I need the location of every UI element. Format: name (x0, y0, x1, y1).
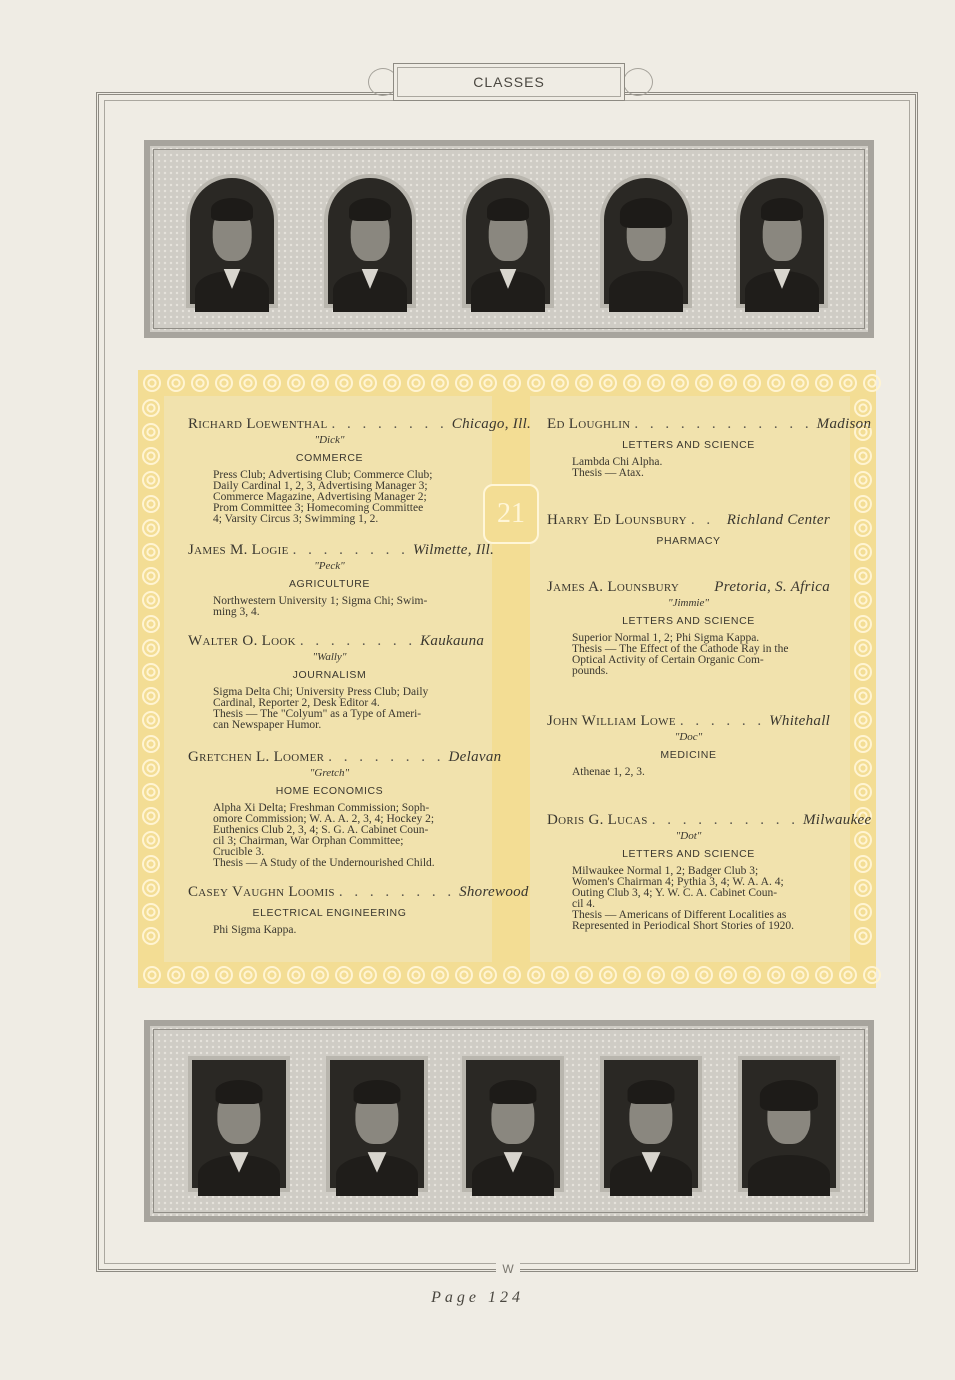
student-entry: Harry Ed Lounsbury . . Richland Center PHARMACY (547, 512, 830, 547)
portrait-photo (186, 174, 278, 308)
student-name: Casey Vaughn Loomis (188, 884, 335, 900)
department: PHARMACY (656, 535, 721, 547)
nickname: "Gretch" (309, 767, 350, 779)
photo-band-top (144, 140, 874, 338)
activities: Milwaukee Normal 1, 2; Badger Club 3; Women's Chairman 4; Pythia 3, 4; W. A. A. 4; Outing Club 3, 4; Y. W. C. A. Cabinet Coun- cil 4. Thesis — Americans of Different Localities as Represented in Periodical Short Stories of 1920. (572, 865, 794, 932)
activities: Athenae 1, 2, 3. (572, 766, 645, 778)
student-name: Harry Ed Lounsbury (547, 512, 687, 528)
department: JOURNALISM (292, 669, 367, 681)
department: COMMERCE (295, 452, 364, 464)
page-number: Page 124 (431, 1289, 524, 1306)
department: AGRICULTURE (288, 578, 371, 590)
department: LETTERS AND SCIENCE (622, 615, 755, 627)
student-entry: Ed Loughlin . . . . . . . . . . . . Madison LETTERS AND SCIENCE Lambda Chi Alpha. Thesis — Atax. (547, 416, 872, 479)
hometown: Richland Center (726, 512, 830, 528)
portrait-photo (738, 1056, 840, 1192)
portrait-photo (600, 1056, 702, 1192)
student-name: Ed Loughlin (547, 416, 631, 432)
student-name: John William Lowe (547, 713, 676, 729)
portrait-photo (324, 174, 416, 308)
student-name: James A. Lounsbury (547, 579, 680, 595)
department: LETTERS AND SCIENCE (622, 439, 755, 451)
student-entry: Doris G. Lucas . . . . . . . . . . Milwaukee "Dot" LETTERS AND SCIENCE Milwaukee Normal 1, 2; Badger Club 3; Women's Chairman 4; Pythia 3, 4; W. A. A. 4; Outing Club 3, 4; Y. W. C. A. Cabinet Coun- cil 4. Thesis — Americans of Different Localities as Represented in Periodical Short Stories of 1920. (547, 812, 872, 932)
activities: Lambda Chi Alpha. Thesis — Atax. (572, 456, 663, 479)
student-name: Gretchen L. Loomer (188, 749, 325, 765)
student-entry: John William Lowe . . . . . . Whitehall "Doc" MEDICINE Athenae 1, 2, 3. (547, 713, 831, 778)
hometown: Kaukauna (420, 633, 485, 649)
nickname: "Dot" (675, 830, 702, 842)
hometown: Delavan (448, 749, 502, 765)
class-year-emblem (483, 484, 539, 544)
student-entry: Walter O. Look . . . . . . . . Kaukauna "Wally" JOURNALISM Sigma Delta Chi; University Press Club; Daily Cardinal, Reporter 2, Desk Editor 4. Thesis — The "Colyum" as a Type of Ameri- can Newspaper Humor. (188, 633, 485, 731)
student-entry: Gretchen L. Loomer . . . . . . . . Delavan "Gretch" HOME ECONOMICS Alpha Xi Delta; Freshman Commission; Soph- omore Commission; W. A. A. 2, 3, 4; Hockey 2; Euthenics Club 2, 3, 4; S. G. A. Cabinet Coun- cil 3; Chairman, War Orphan Committee; Crucible 3. Thesis — A Study of the Undernourished Child. (188, 749, 502, 869)
student-name: Doris G. Lucas (547, 812, 648, 828)
department: HOME ECONOMICS (275, 785, 384, 797)
portrait-photo (188, 1056, 290, 1192)
portrait-photo (326, 1056, 428, 1192)
hometown: Whitehall (769, 713, 831, 729)
nickname: "Wally" (312, 651, 347, 663)
activities: Superior Normal 1, 2; Phi Sigma Kappa. Thesis — The Effect of the Cathode Ray in the Optical Activity of Certain Organic Com- pounds. (572, 632, 789, 677)
activities: Alpha Xi Delta; Freshman Commission; Soph- omore Commission; W. A. A. 2, 3, 4; Hockey 2; Euthenics Club 2, 3, 4; S. G. A. Cabinet Coun- cil 3; Chairman, War Orphan Committee; Crucible 3. Thesis — A Study of the Undernourished Child. (213, 802, 435, 869)
nickname: "Peck" (314, 560, 345, 572)
department: LETTERS AND SCIENCE (622, 848, 755, 860)
department: MEDICINE (660, 749, 717, 761)
nickname: "Jimmie" (667, 597, 709, 609)
student-name: Walter O. Look (188, 633, 296, 649)
activities: Press Club; Advertising Club; Commerce Club; Daily Cardinal 1, 2, 3, Advertising Manager 3; Commerce Magazine, Advertising Manager 2; Prom Committee 3; Homecoming Committee 4; Varsity Circus 3; Swimming 1, 2. (213, 469, 433, 525)
nickname: "Dick" (314, 434, 345, 446)
hometown: Chicago, Ill. (451, 416, 532, 432)
nickname: "Doc" (674, 731, 703, 743)
header-plate (393, 63, 625, 101)
activities: Northwestern University 1; Sigma Chi; Swim- ming 3, 4. (213, 595, 428, 618)
student-entry: Casey Vaughn Loomis . . . . . . . . Shorewood ELECTRICAL ENGINEERING Phi Sigma Kappa. (188, 884, 529, 936)
hometown: Pretoria, S. Africa (714, 579, 830, 595)
hometown: Shorewood (459, 884, 529, 900)
column-divider (492, 396, 530, 962)
portrait-photo (600, 174, 692, 308)
student-entry: Richard Loewenthal . . . . . . . . Chicago, Ill. "Dick" COMMERCE Press Club; Advertising Club; Commerce Club; Daily Cardinal 1, 2, 3, Advertising Manager 3; Commerce Magazine, Advertising Manager 2; Prom Committee 3; Homecoming Committee 4; Varsity Circus 3; Swimming 1, 2. (188, 416, 532, 525)
page-title: CLASSES (473, 74, 545, 90)
photo-band-bottom (144, 1020, 874, 1222)
portrait-photo (736, 174, 828, 308)
student-entry: James M. Logie . . . . . . . . Wilmette, Ill. "Peck" AGRICULTURE Northwestern University 1; Sigma Chi; Swim- ming 3, 4. (188, 542, 495, 618)
student-name: Richard Loewenthal (188, 416, 328, 432)
hometown: Wilmette, Ill. (412, 542, 495, 558)
ornament-scroll-right (623, 68, 653, 96)
hometown: Milwaukee (802, 812, 872, 828)
portrait-photo (462, 1056, 564, 1192)
activities: Sigma Delta Chi; University Press Club; Daily Cardinal, Reporter 2, Desk Editor 4. Thesis — The "Colyum" as a Type of Ameri- can Newspaper Humor. (213, 686, 429, 731)
student-entry (547, 579, 830, 677)
activities: Phi Sigma Kappa. (213, 924, 297, 936)
footer-monogram: W (496, 1262, 520, 1276)
class-year: 21 (497, 498, 525, 529)
student-name: James M. Logie (188, 542, 289, 558)
hometown: Madison (816, 416, 872, 432)
department: ELECTRICAL ENGINEERING (252, 907, 407, 919)
portrait-photo (462, 174, 554, 308)
